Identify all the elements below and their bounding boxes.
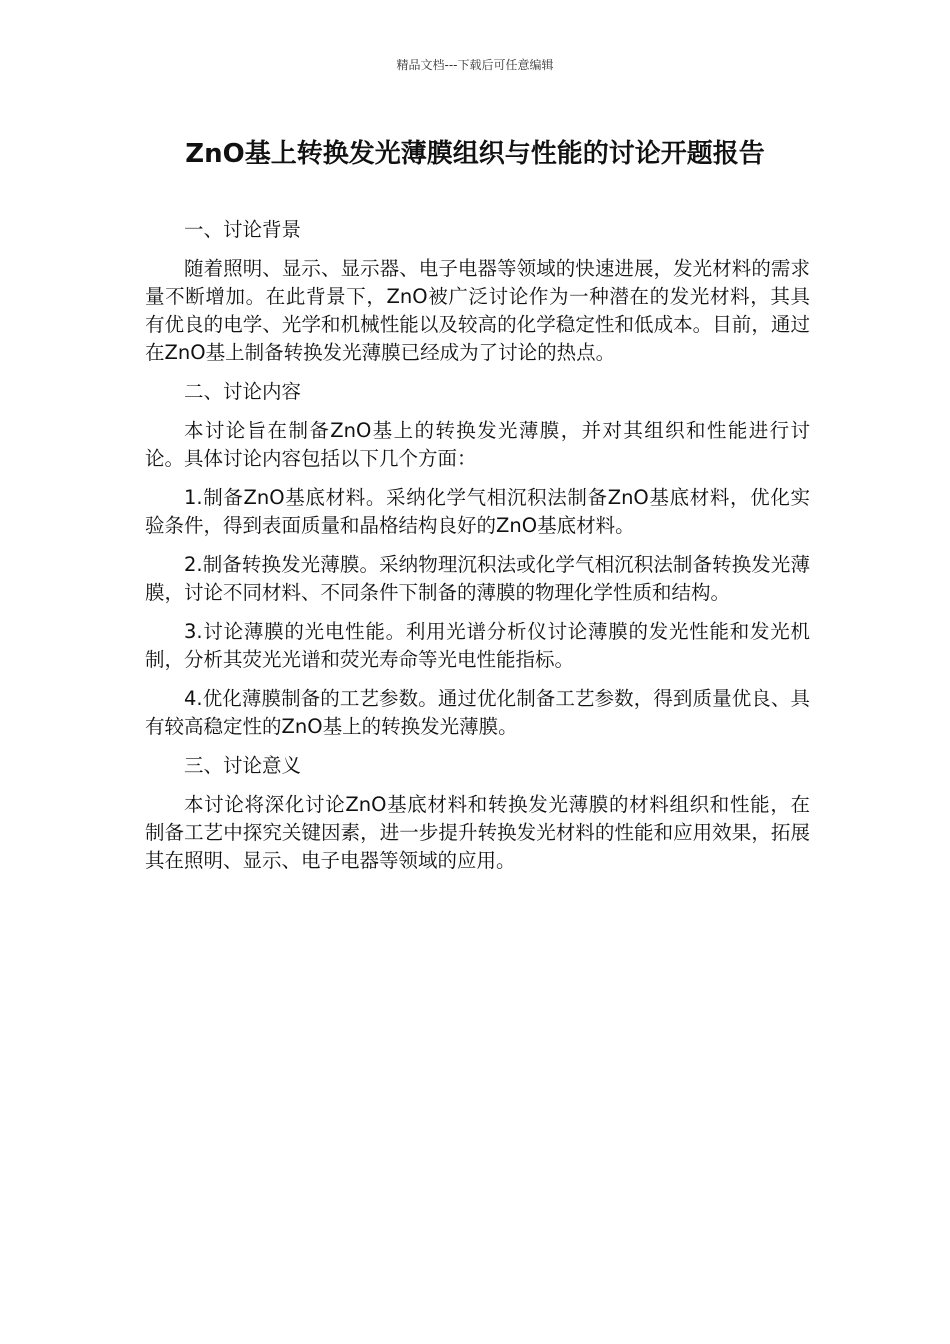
content-item-1: 1.制备ZnO基底材料。采纳化学气相沉积法制备ZnO基底材料，优化实验条件，得到表面质量和晶格结构良好的ZnO基底材料。 — [145, 486, 810, 537]
section-heading-background: 一、讨论背景 — [184, 218, 302, 241]
section-heading-significance: 三、讨论意义 — [184, 754, 302, 777]
document-body — [145, 216, 810, 886]
content-item-4: 4.优化薄膜制备的工艺参数。通过优化制备工艺参数，得到质量优良、具有较高稳定性的ZnO基上的转换发光薄膜。 — [145, 687, 810, 738]
document-title: ZnO基上转换发光薄膜组织与性能的讨论开题报告 — [185, 139, 765, 169]
content-intro-paragraph: 本讨论旨在制备ZnO基上的转换发光薄膜，并对其组织和性能进行讨论。具体讨论内容包括以下几个方面： — [145, 419, 810, 470]
background-paragraph: 随着照明、显示、显示器、电子电器等领域的快速进展，发光材料的需求量不断增加。在此背景下，ZnO被广泛讨论作为一种潜在的发光材料，其具有优良的电学、光学和机械性能以及较高的化学稳定性和低成本。目前，通过在ZnO基上制备转换发光薄膜已经成为了讨论的热点。 — [145, 257, 810, 364]
significance-paragraph: 本讨论将深化讨论ZnO基底材料和转换发光薄膜的材料组织和性能，在制备工艺中探究关键因素，进一步提升转换发光材料的性能和应用效果，拓展其在照明、显示、电子电器等领域的应用。 — [145, 793, 810, 872]
content-item-3: 3.讨论薄膜的光电性能。利用光谱分析仪讨论薄膜的发光性能和发光机制，分析其荧光光谱和荧光寿命等光电性能指标。 — [145, 620, 810, 671]
section-heading-content: 二、讨论内容 — [184, 380, 302, 403]
header-note: 精品文档---下载后可任意编辑 — [396, 58, 554, 72]
content-item-2: 2.制备转换发光薄膜。采纳物理沉积法或化学气相沉积法制备转换发光薄膜，讨论不同材料、不同条件下制备的薄膜的物理化学性质和结构。 — [145, 553, 810, 604]
